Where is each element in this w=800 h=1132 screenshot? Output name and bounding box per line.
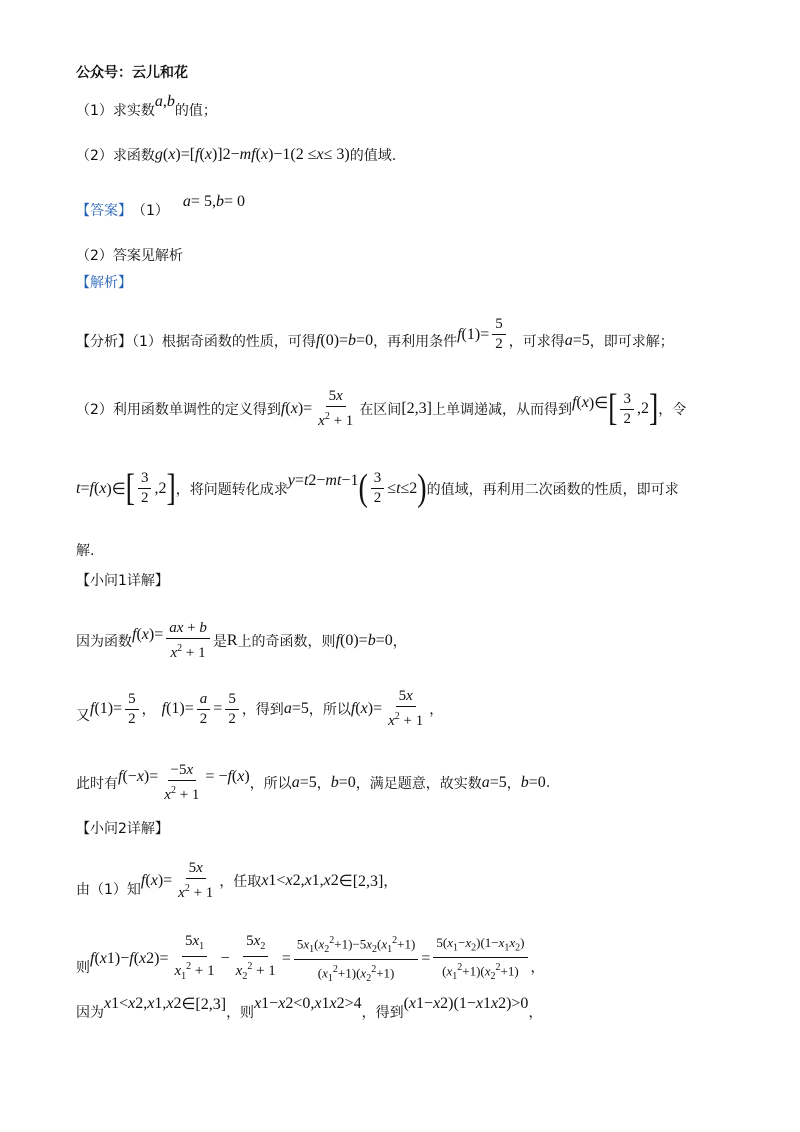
- answer-tag: 【答案】: [76, 203, 132, 219]
- header-text: 公众号：云儿和花: [76, 65, 188, 81]
- sub2-line2: 则 f ( x 1 )− f ( x 2 )= $\frac{5x_1}{x_1^2 + 1}$ − $\frac{5x_2}{x_2^2 + 1}$ = $\frac{5x_1(x_2^2+1)-5x_2(x_1^2+1)}{(x_1^2+1)(x_2^2+1)}$ = $\frac{5(x_1-x_2)(1-x_1x_2)}{(x_1^2+1)(x_2^2+1)}$ ，: [76, 933, 545, 984]
- answer-1-line: 【答案】 （1） a = 5, b = 0: [76, 193, 245, 219]
- fenxi-1: 【分析】（1）根据奇函数的性质，可得 f (0)= b =0 ，再利用条件 f (1)= $\frac{5}{2}$ ，可求得 a =5 ，即可求解；: [76, 316, 674, 352]
- analysis-tag-line: [76, 272, 740, 292]
- fenxi-2b: t = f ( x )∈ [ $\frac{3}{2}$ ,2 ] ，将问题转化成求 y = t $^2$ − mt −1 ( $\frac{3}{2}$ ≤ t ≤2 ) 的值域，再利用二次函数的性质，即可求: [76, 466, 679, 509]
- sub2-line1: 由（1）知 f ( x )= $\frac{5x}{x^2 + 1}$ ，任取 x 1 < x 2 , x 1 , x 2 ∈[2,3] ，: [76, 860, 398, 901]
- sub1-tag-line: [76, 570, 740, 590]
- sub2-line3: 因为 x 1 < x 2 , x 1 , x 2 ∈[2,3] ，则 x 1 − x 2 <0, x 1 x 2 >4 ，得到 ( x 1 − x 2 )(1− x 1 x 2 )>0 ，: [76, 995, 543, 1021]
- sub2-tag-line: [76, 818, 740, 838]
- question-2: （2）求函数 g ( x )=[ f ( x )] 2 − mf ( x )−1(2 ≤ x ≤ 3) 的值域.: [76, 146, 397, 164]
- question-1: （1）求实数 a , b 的值；: [76, 93, 217, 119]
- fenxi-2a: （2）利用函数单调性的定义得到 f ( x )= $\frac{5x}{x^2 + 1}$ 在区间 [2,3] 上单调递减，从而得到 f ( x )∈ [ $\frac{3}{2}$ ,2 ] ，令: [76, 387, 687, 430]
- sub1-line1: 因为函数 f ( x )= $\frac{ax + b}{x^2 + 1}$ 是 R 上的奇函数，则 f (0)= b =0 ，: [76, 620, 407, 661]
- header-line: [76, 62, 740, 82]
- sub1-line2: 又 f (1)= $\frac{5}{2}$ ， f (1)= $\frac{a}{2}$ = $\frac{5}{2}$ ，得到 a =5 ，所以 f ( x )= $\frac{5x}{x^2 + 1}$ ，: [76, 688, 444, 729]
- sub2-tag: 【小问2详解】: [76, 821, 169, 837]
- analysis-tag: 【解析】: [76, 275, 132, 291]
- fenxi-2c: 解.: [76, 543, 95, 559]
- sub1-tag: 【小问1详解】: [76, 573, 169, 589]
- sub1-line3: 此时有 f (− x )= $\frac{-5x}{x^2 + 1}$ = − f ( x ) ，所以 a =5 ， b =0 ，满足题意，故实数 a =5 ， b =0 .: [76, 762, 551, 803]
- answer-2-line: （2）答案见解析: [76, 248, 183, 264]
